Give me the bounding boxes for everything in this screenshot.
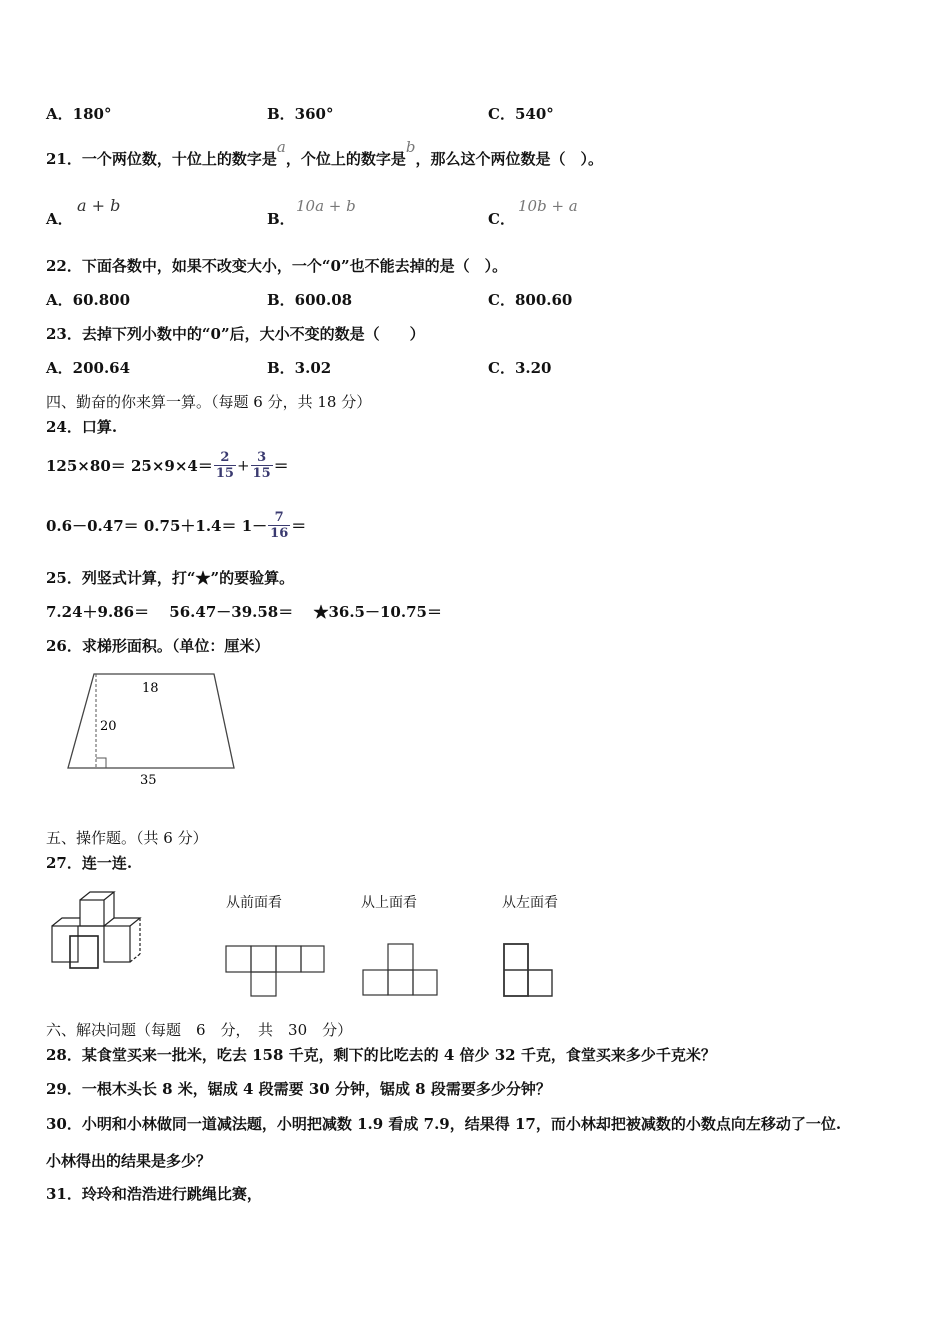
q22-question: 22．下面各数中，如果不改变大小，一个“0”也不能去掉的是（ ）。 — [46, 257, 508, 275]
q24-fraction-7-16: $\frac{7}{16}$ — [270, 510, 289, 541]
q24-title: 24．口算. — [46, 418, 118, 436]
q23-option-c: C．3.20 — [488, 359, 552, 377]
q31-question: 31．玲玲和浩浩进行跳绳比赛， — [46, 1185, 262, 1203]
q24-row-1 — [46, 451, 289, 480]
view-top-label: 从上面看 — [361, 895, 417, 911]
q30-question-line1: 30．小明和小林做同一道减法题，小明把减数 1.9 看成 7.9，结果得 17，而小林却把被减数的小数点向左移动了一位. — [46, 1115, 842, 1133]
q21-var-a: a — [276, 138, 286, 156]
trapezoid-top-label: 18 — [142, 681, 159, 696]
q24-plus: + — [236, 456, 250, 475]
section-5-heading: 五、操作题。（共 6 分） — [46, 829, 208, 847]
view-left-label: 从左面看 — [502, 895, 558, 911]
q27-title: 27．连一连. — [46, 854, 133, 872]
q20-option-c: C．540° — [488, 105, 554, 123]
q22-option-c: C．800.60 — [488, 291, 573, 309]
q23-option-a: A．200.64 — [46, 359, 131, 377]
q22-option-a: A．60.800 — [46, 291, 131, 309]
cube-stack-figure — [48, 888, 152, 972]
q24-row2-equals: ＝ — [291, 517, 307, 535]
view-front-label: 从前面看 — [226, 895, 282, 911]
q21-option-c-expr: 10b + a — [518, 197, 578, 215]
q24-row2-text: 0.6－0.47＝ 0.75＋1.4＝ 1－ — [46, 517, 268, 535]
q21-option-b-expr: 10a + b — [296, 197, 356, 215]
trapezoid-height-label: 20 — [100, 719, 117, 734]
q21-var-b: b — [405, 138, 416, 156]
section-4-heading: 四、勤奋的你来算一算。（每题 6 分，共 18 分） — [46, 393, 372, 411]
left-view-diagram — [500, 940, 556, 1000]
top-view-diagram — [360, 940, 440, 998]
q23-question: 23．去掉下列小数中的“0”后，大小不变的数是（ ） — [46, 325, 425, 343]
q25-problems: 7.24＋9.86＝ 56.47－39.58＝ ★36.5－10.75＝ — [46, 603, 442, 621]
q21-text-before: 21．一个两位数，十位上的数字是 — [46, 150, 277, 168]
q25-title: 25．列竖式计算，打“★”的要验算。 — [46, 569, 295, 587]
q22-option-b: B．600.08 — [267, 291, 353, 309]
front-view-diagram — [222, 942, 328, 998]
q24-row1-text: 125×80＝ 25×9×4＝ — [46, 457, 213, 475]
q21-option-c-label: C． — [488, 210, 515, 228]
q21-option-b-label: B． — [267, 210, 295, 228]
q21-text-middle: ，个位上的数字是 — [285, 150, 406, 168]
q24-row-2 — [46, 511, 306, 540]
q21-question — [46, 138, 603, 169]
q21-option-a-expr: a + b — [77, 196, 121, 215]
q26-title: 26．求梯形面积。（单位：厘米） — [46, 637, 270, 655]
trapezoid-figure — [60, 668, 250, 792]
q28-question: 28．某食堂买来一批米，吃去 158 千克，剩下的比吃去的 4 倍少 32 千克，食堂买来多少千克米？ — [46, 1046, 716, 1064]
q29-question: 29．一根木头长 8 米，锯成 4 段需要 30 分钟，锯成 8 段需要多少分钟？ — [46, 1080, 551, 1098]
q23-option-b: B．3.02 — [267, 359, 332, 377]
q21-text-after: ，那么这个两位数是（ ）。 — [415, 150, 603, 168]
q21-option-a-label: A． — [46, 210, 73, 228]
q20-option-a: A．180° — [46, 105, 112, 123]
q24-fraction-3-15: $\frac{3}{15}$ — [252, 450, 271, 481]
q30-question-line2: 小林得出的结果是多少？ — [46, 1152, 212, 1170]
q24-row1-equals: ＝ — [273, 457, 289, 475]
section-6-heading: 六、解决问题（每题 6 分， 共 30 分） — [46, 1021, 353, 1039]
trapezoid-bottom-label: 35 — [140, 773, 157, 788]
q20-option-b: B．360° — [267, 105, 334, 123]
right-angle-mark — [96, 758, 106, 768]
q24-fraction-2-15: $\frac{2}{15}$ — [215, 450, 234, 481]
